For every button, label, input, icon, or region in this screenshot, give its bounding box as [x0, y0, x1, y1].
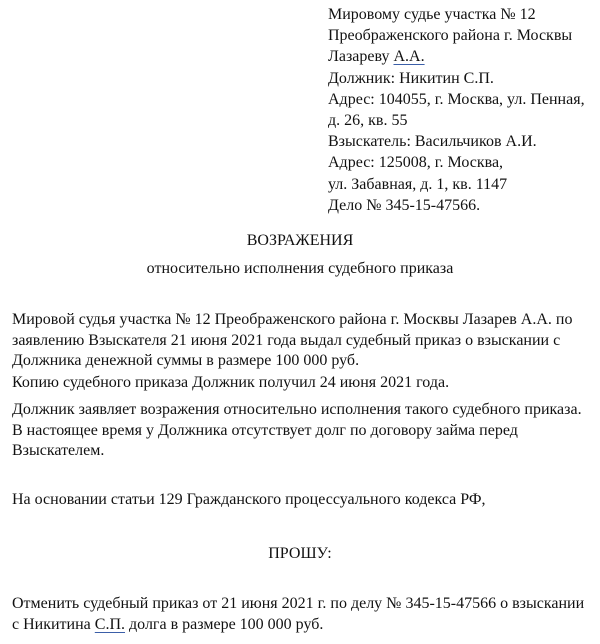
claimant-line: Взыскатель: Васильчиков А.И. [328, 133, 537, 151]
paragraph-court-order: Мировой судья участка № 12 Преображенского района г. Москвы Лазарев А.А. по заявлению Взыскателя 21 июня 2021 года выдал судебный приказ о взыскании с Должника денежной суммы в размере 100 000 руб. [12, 311, 573, 369]
paragraph-copy-received: Копию судебного приказа Должник получил 24 июня 2021 года. [12, 374, 450, 391]
addressee-surname: Лазареву [328, 48, 394, 66]
document-title: ВОЗРАЖЕНИЯ [246, 232, 354, 249]
debtor-address-line-1: Адрес: 104055, г. Москва, ул. Пенная, [328, 90, 585, 108]
request-text-start: Отменить судебный приказ от 21 июня 2021 г. по делу № 345-15-47566 о взыскании с Никитина [12, 595, 585, 633]
request-heading: ПРОШУ: [268, 545, 332, 562]
paragraph-objection: Должник заявляет возражения относительно исполнения такого судебного приказа. В настоящее время у Должника отсутствует долг по договору займа перед Взыскателем. [12, 401, 582, 459]
addressee-block [328, 4, 585, 216]
request-text-end: долга в размере 100 000 руб. [125, 615, 324, 633]
addressee-line-1: Мировому судье участка № 12 [328, 6, 536, 23]
case-number: Дело № 345-15-47566. [328, 196, 481, 214]
addressee-initials: А.А. [393, 48, 425, 66]
paragraph-request [12, 594, 592, 635]
document-subtitle: относительно исполнения судебного приказа [146, 260, 454, 277]
claimant-address-line-1: Адрес: 125008, г. Москва, [328, 154, 504, 172]
request-debtor-initials: С.П. [94, 615, 126, 633]
debtor-address-line-2: д. 26, кв. 55 [328, 112, 408, 130]
addressee-name-line [328, 46, 585, 67]
claimant-address-line-2: ул. Забавная, д. 1, кв. 1147 [328, 175, 508, 193]
paragraph-legal-basis: На основании статьи 129 Гражданского процессуального кодекса РФ, [12, 491, 486, 508]
addressee-line-2: Преображенского района г. Москвы [328, 27, 573, 45]
debtor-line: Должник: Никитин С.П. [328, 69, 494, 87]
